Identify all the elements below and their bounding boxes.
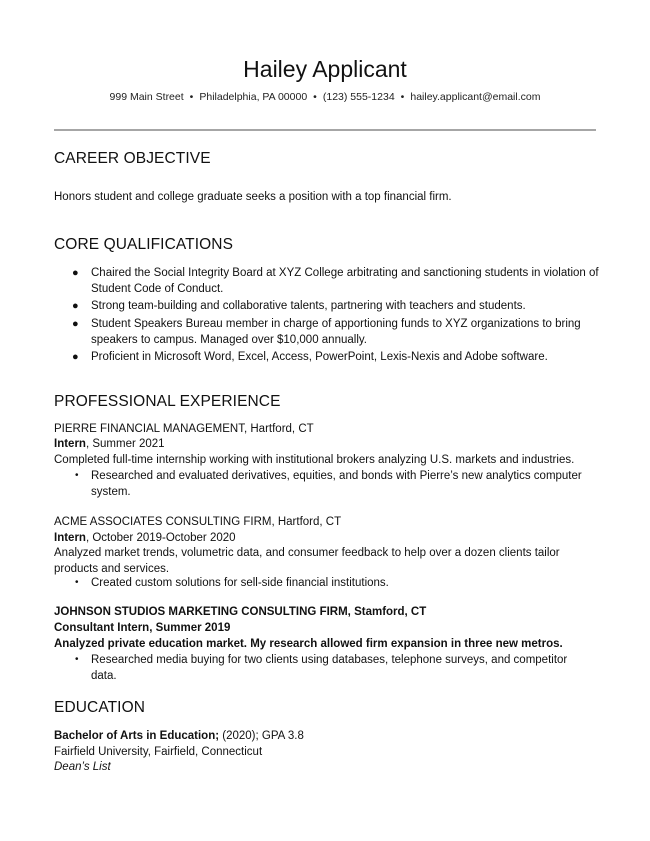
education-heading: EDUCATION (54, 699, 146, 716)
job-role: Intern (54, 438, 86, 450)
job-company: ACME ASSOCIATES CONSULTING FIRM, Hartford, CT (54, 516, 342, 528)
job-bullet: Researched and evaluated derivatives, equities, and bonds with Pierre’s new analytics computer system. (91, 470, 582, 498)
city: Philadelphia, PA 00000 (199, 91, 308, 103)
objective-text: Honors student and college graduate seeks a position with a top financial firm. (54, 191, 452, 203)
job-dates: , Summer 2021 (85, 438, 165, 450)
separator: • (189, 91, 194, 103)
job-company: JOHNSON STUDIOS MARKETING CONSULTING FIRM, Stamford, CT (54, 606, 427, 618)
job-dates: , October 2019-October 2020 (85, 532, 236, 544)
qualifications-heading: CORE QUALIFICATIONS (54, 236, 234, 253)
header-divider (54, 129, 596, 131)
address: 999 Main Street (109, 91, 184, 103)
bullet-icon: ● (72, 300, 79, 312)
qualification-text: Strong team-building and collaborative talents, partnering with teachers and students. (91, 300, 526, 312)
qualification-text: Chaired the Social Integrity Board at XYZ College arbitrating and sanctioning students in violation of Student Code of Conduct. (91, 267, 599, 295)
separator: • (313, 91, 317, 103)
objective-heading: CAREER OBJECTIVE (54, 150, 211, 167)
phone: (123) 555-1234 (322, 91, 395, 103)
year-gpa: (2020); GPA 3.8 (219, 730, 304, 742)
bullet-icon: • (75, 654, 79, 665)
qualification-text: Student Speakers Bureau member in charge of apportioning funds to XYZ organizations to bring speakers to campus. Managed over $10,000 annually. (91, 318, 581, 346)
bullet-icon: • (75, 470, 79, 481)
experience-heading: PROFESSIONAL EXPERIENCE (54, 393, 281, 410)
job-role: Consultant Intern, Summer 2019 (54, 622, 231, 634)
job-role-line (54, 436, 165, 452)
bullet-icon: ● (72, 351, 79, 363)
job-role-line (54, 530, 236, 546)
degree: Bachelor of Arts in Education; (54, 730, 220, 742)
bullet-icon: • (75, 577, 79, 588)
job-summary: Analyzed market trends, volumetric data, and consumer feedback to help over a dozen clients tailor products and services. (54, 547, 560, 575)
job-bullet: Created custom solutions for sell-side financial institutions. (91, 577, 389, 589)
job-summary: Completed full-time internship working with institutional brokers analyzing U.S. markets and industries. (54, 454, 575, 466)
separator: • (400, 91, 405, 103)
email: hailey.applicant@email.com (410, 91, 541, 103)
job-bullet: Researched media buying for two clients using databases, telephone surveys, and competitor data. (91, 654, 568, 682)
job-summary: Analyzed private education market. My research allowed firm expansion in three new metros. (54, 638, 563, 650)
job-role: Intern (54, 532, 86, 544)
degree-line (54, 728, 304, 744)
job-company: PIERRE FINANCIAL MANAGEMENT, Hartford, CT (54, 423, 314, 435)
school: Fairfield University, Fairfield, Connecticut (54, 746, 263, 758)
bullet-icon: ● (72, 267, 79, 279)
bullet-icon: ● (72, 318, 79, 330)
applicant-name: Hailey Applicant (243, 56, 407, 82)
contact-line (0, 91, 650, 103)
honor: Dean’s List (54, 761, 111, 773)
qualification-text: Proficient in Microsoft Word, Excel, Access, PowerPoint, Lexis-Nexis and Adobe software. (91, 351, 548, 363)
